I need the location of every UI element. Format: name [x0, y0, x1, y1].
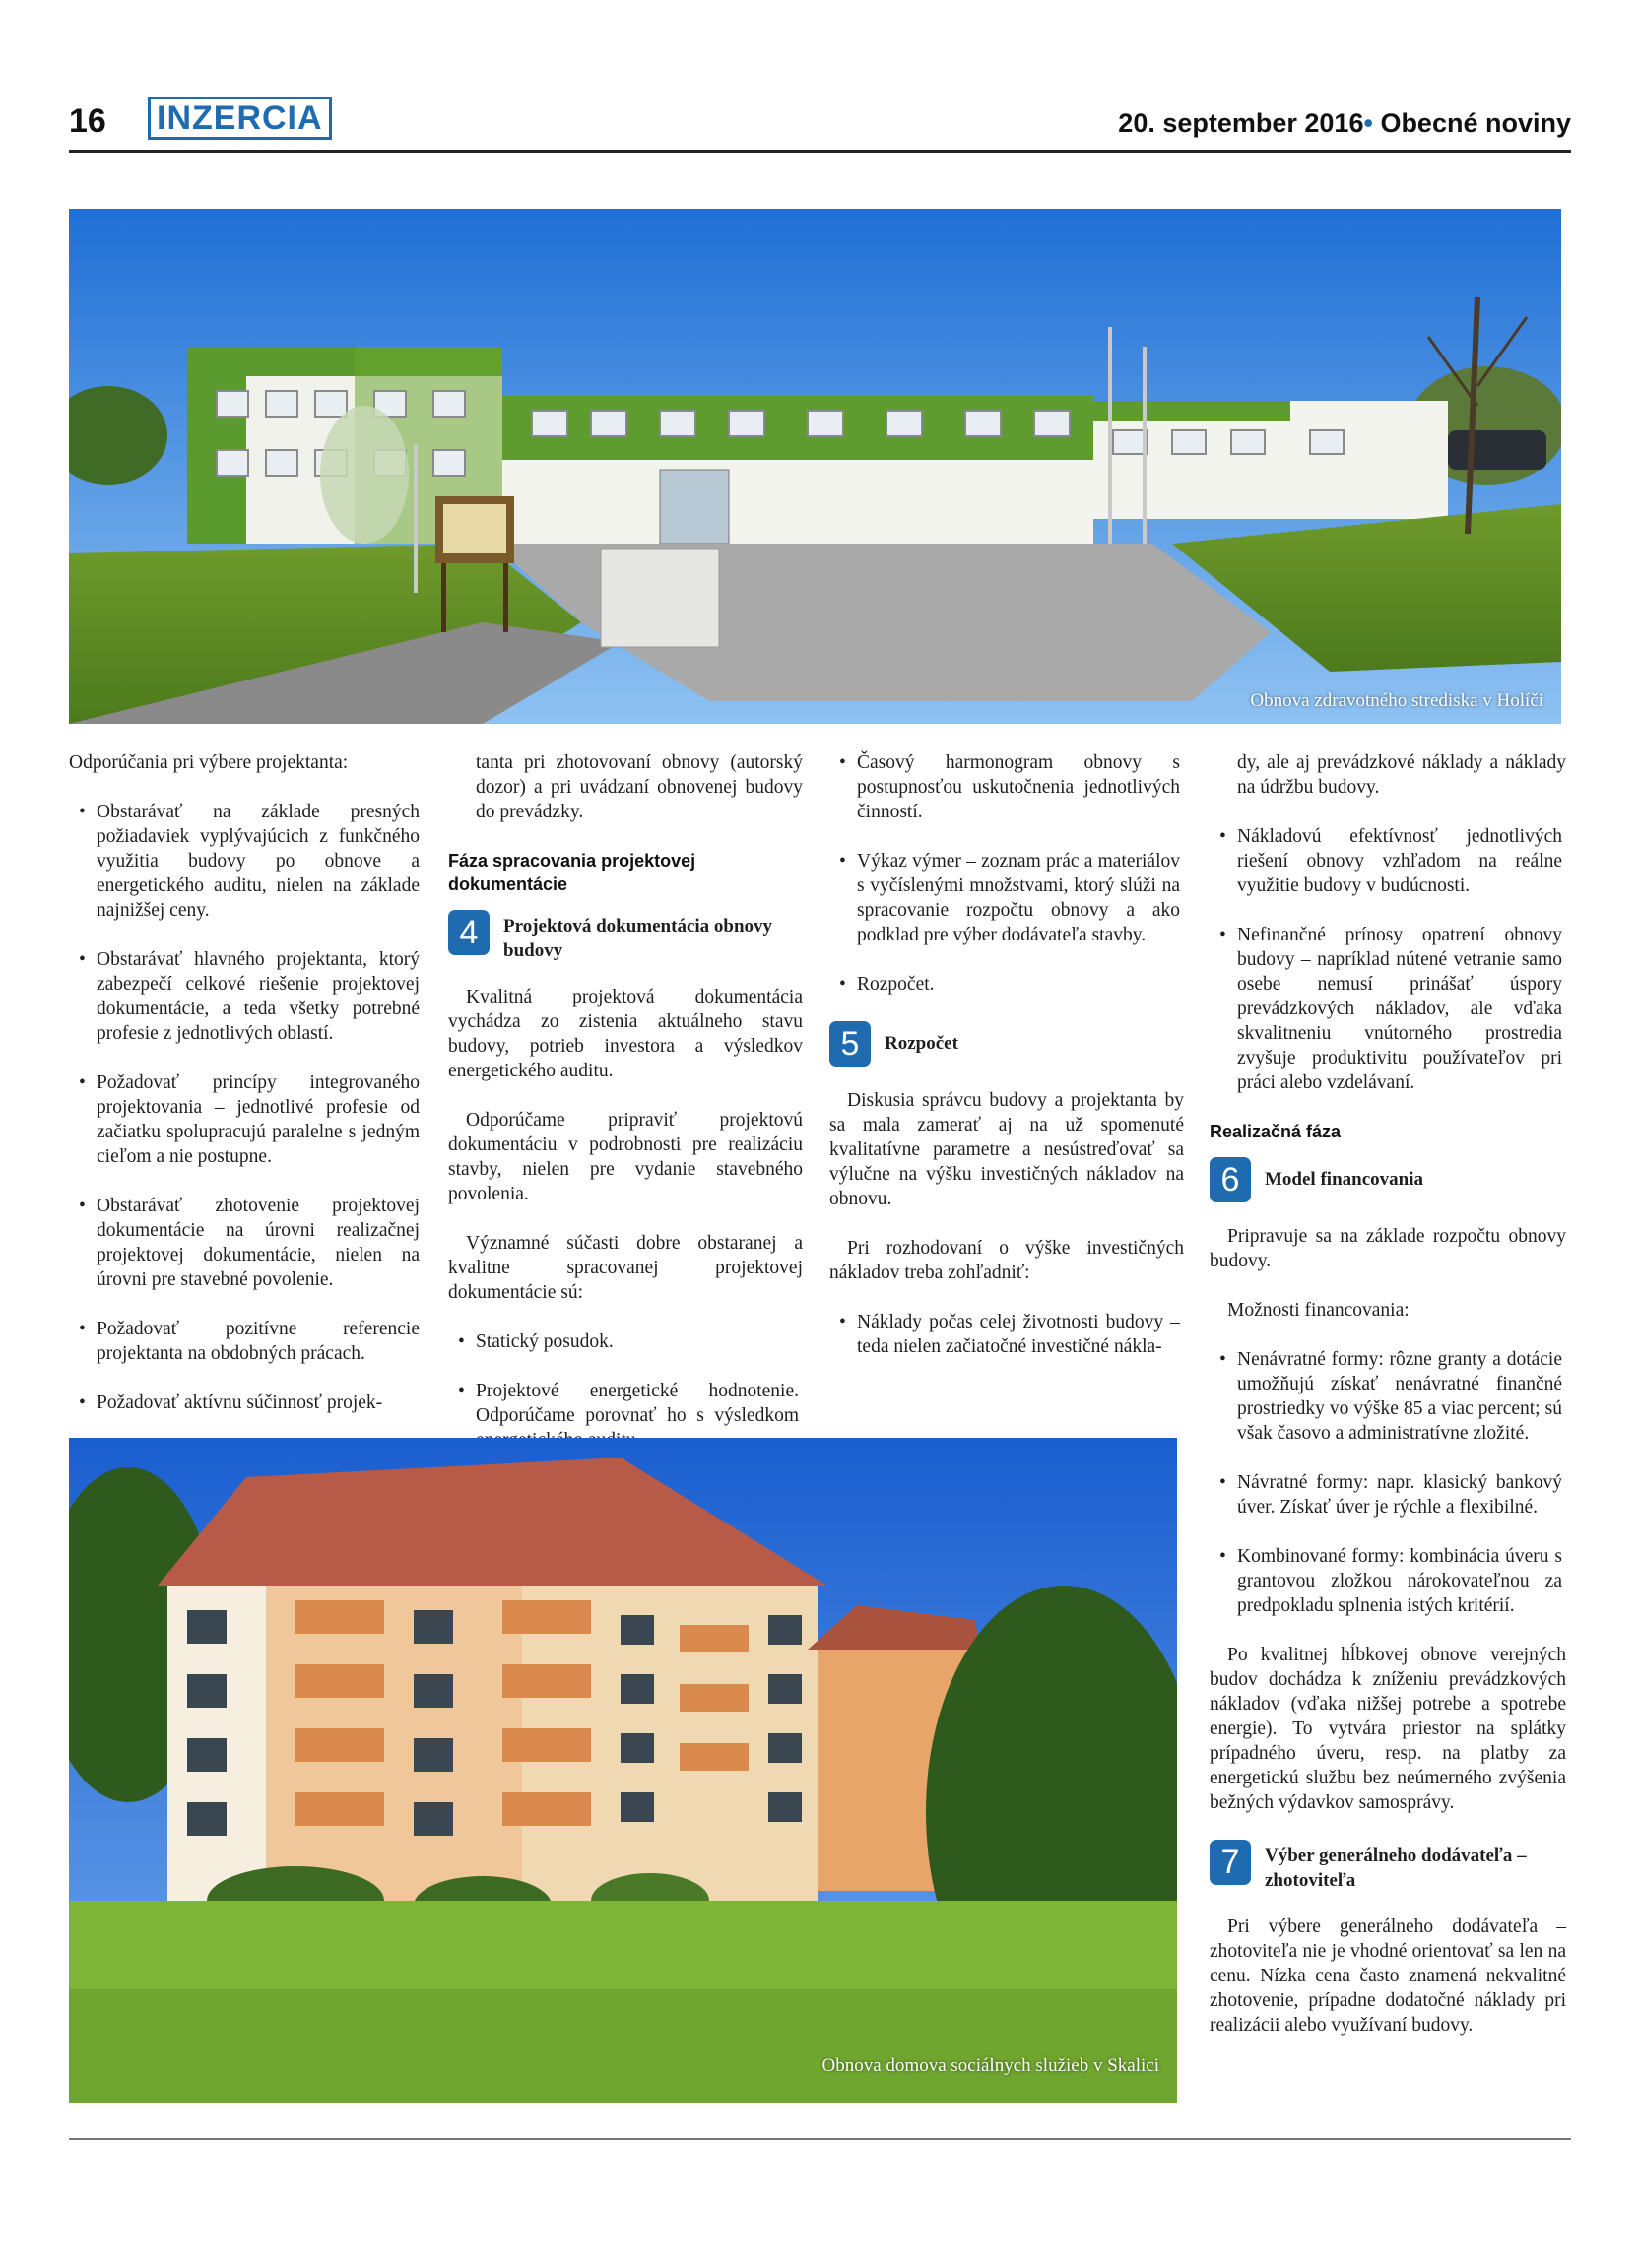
- photo-caption-top: Obnova zdravotného strediska v Holíči: [1250, 690, 1543, 711]
- step-title: Rozpočet: [885, 1033, 958, 1054]
- col3-list-2: [829, 1310, 1184, 1359]
- separator-bullet: •: [1363, 108, 1373, 138]
- list-item: • Požadovať aktívnu súčinnosť projek-: [79, 1393, 383, 1413]
- list-item: • Návratné formy: napr. klasický bankový úver. Získať úver je rýchle a flexibilné.: [1219, 1472, 1562, 1518]
- step-number-badge: 4: [448, 910, 490, 955]
- column-3: [829, 750, 1184, 1384]
- list-item: • Náklady počas celej životnosti budovy – teda nielen začiatočné investičné nákla-: [839, 1312, 1180, 1357]
- social-services-home-illustration: [69, 1438, 1177, 2103]
- paragraph: Pripravuje sa na základe rozpočtu obnovy budovy.: [1210, 1226, 1566, 1271]
- column-4: [1210, 750, 1566, 2062]
- paragraph: Odporúčame pripraviť projektovú dokumentáciu v podrobnosti pre realizáciu stavby, nielen pre vydanie stavebného povolenia.: [448, 1110, 803, 1204]
- list-item: • Projektové energetické hodnotenie. Odporúčame porovnať ho s výsledkom: [458, 1381, 799, 1426]
- step-title: Projektová dokumentácia obnovy budovy: [503, 916, 773, 961]
- list-item: • Obstarávať na základe presných požiadaviek vyplývajúcich z funkčného využitia budovy po obnove a energetického auditu, nielen na základe najnižšej ceny.: [79, 802, 420, 921]
- col2-list: [448, 1329, 803, 1453]
- col4-list: [1210, 824, 1566, 1095]
- list-item: • Časový harmonogram obnovy s postupnosťou uskutočnenia jednotlivých činností.: [839, 752, 1180, 822]
- list-item: • Rozpočet.: [839, 974, 935, 995]
- section-subhead: Fáza spracovania projektovej dokumentácie: [448, 851, 696, 894]
- paragraph: Pri rozhodovaní o výške investičných nákladov treba zohľadniť:: [829, 1238, 1184, 1283]
- list-item: • Obstarávať hlavného projektanta, ktorý zabezpečí celkové riešenie projektovej dokumentácie, a teda všetky potrebné profesie z jednotlivých oblastí.: [79, 949, 420, 1044]
- list-item: • Statický posudok.: [458, 1331, 614, 1352]
- col4-list-2: [1210, 1347, 1566, 1618]
- paragraph: Kvalitná projektová dokumentácia vychádza zo zistenia aktuálneho stavu budovy, potrieb investora a výsledkov energetického auditu.: [448, 987, 803, 1081]
- issue-info: [1118, 108, 1571, 139]
- newspaper-name: Obecné noviny: [1380, 108, 1571, 138]
- list-item: • Nákladovú efektívnosť jednotlivých riešení obnovy vzhľadom na reálne využitie budovy v budúcnosti.: [1219, 826, 1562, 896]
- paragraph: Pri výbere generálneho dodávateľa – zhotoviteľa nie je vhodné orientovať sa len na cenu. Nízka cena často znamená nekvalitné zhotovenie, prípadne dodatočné náklady pri realizácii alebo využívaní budovy.: [1210, 1916, 1566, 2036]
- step-title: Výber generálneho dodávateľa – zhotoviteľa: [1265, 1846, 1527, 1891]
- header-rule: [69, 150, 1571, 153]
- issue-date: 20. september 2016: [1118, 108, 1364, 138]
- health-center-illustration: [69, 209, 1561, 724]
- step-number-badge: 7: [1210, 1840, 1251, 1885]
- list-item: • Požadovať pozitívne referencie projektanta na obdobných prácach.: [79, 1319, 420, 1364]
- list-item: • Kombinované formy: kombinácia úveru s grantovou zložkou nárokovateľnou za predpokladu splnenia istých kritérií.: [1219, 1546, 1562, 1616]
- step-number-badge: 5: [829, 1021, 871, 1067]
- col1-list: [69, 800, 424, 1415]
- column-1: [69, 750, 424, 1440]
- step-4: [448, 910, 803, 963]
- page-number: 16: [69, 102, 106, 140]
- section-subhead: Realizačná fáza: [1210, 1122, 1342, 1141]
- photo-caption-bottom: Obnova domova sociálnych služieb v Skalici: [821, 2055, 1159, 2076]
- photo-social-services-home: [69, 1438, 1177, 2103]
- paragraph: Významné súčasti dobre obstaranej a kvalitne spracovanej projektovej dokumentácie sú:: [448, 1233, 803, 1303]
- col1-intro: Odporúčania pri výbere projektanta:: [69, 752, 349, 773]
- footer-rule: [69, 2138, 1571, 2140]
- column-2: [448, 750, 803, 1477]
- list-item: • Nenávratné formy: rôzne granty a dotácie umožňujú získať nenávratné finančné prostriedky vo výške 85 a viac percent; sú však časovo a administratívne zložité.: [1219, 1349, 1562, 1444]
- section-label: INZERCIA: [148, 97, 332, 140]
- list-item: • Požadovať princípy integrovaného projektovania – jednotlivé profesie od začiatku spolupracujú paralelne s jedným cieľom a nie postupne.: [79, 1072, 420, 1167]
- col3-list: [829, 750, 1184, 997]
- paragraph: Možnosti financovania:: [1227, 1300, 1410, 1321]
- step-title: Model financovania: [1265, 1169, 1423, 1190]
- paragraph: Po kvalitnej hĺbkovej obnove verejných budov dochádza k zníženiu prevádzkových nákladov (vďaka nižšej potrebe a spotrebe energie). To vytvára priestor na splátky prípadného úveru, resp. na platby za energetickú službu bez neúmerného zvýšenia bežných výdavkov samosprávy.: [1210, 1645, 1566, 1813]
- step-7: [1210, 1840, 1566, 1893]
- col2-continuation: tanta pri zhotovovaní obnovy (autorský dozor) a pri uvádzaní obnovenej budovy do prevádzky.: [476, 752, 803, 822]
- list-item: • Nefinančné prínosy opatrení obnovy budovy – napríklad nútené vetranie samo osebe nemusí prinášať úspory prevádzkových nákladov, ale vďaka skvalitneniu vnútorného prostredia zvyšuje produktivitu používateľov pri práci alebo vzdelávaní.: [1219, 925, 1562, 1093]
- list-item: • Výkaz výmer – zoznam prác a materiálov s vyčíslenými množstvami, ktorý slúži na spracovanie rozpočtu obnovy a ako podklad pre výber dodávateľa stavby.: [839, 851, 1180, 945]
- step-5: [829, 1021, 1184, 1067]
- col4-continuation: dy, ale aj prevádzkové náklady a náklady na údržbu budovy.: [1237, 752, 1566, 798]
- step-6: [1210, 1157, 1566, 1202]
- paragraph: Diskusia správcu budovy a projektanta by sa mala zamerať aj na už spomenuté kvalitatívne parametre a nesústreďovať sa výlučne na výšku investičných nákladov na obnovu.: [829, 1090, 1184, 1209]
- photo-health-center: [69, 209, 1561, 724]
- list-item: • Obstarávať zhotovenie projektovej dokumentácie na úrovni realizačnej projektovej dokumentácie, nielen na úrovni pre stavebné povolenie.: [79, 1196, 420, 1290]
- step-number-badge: 6: [1210, 1157, 1251, 1202]
